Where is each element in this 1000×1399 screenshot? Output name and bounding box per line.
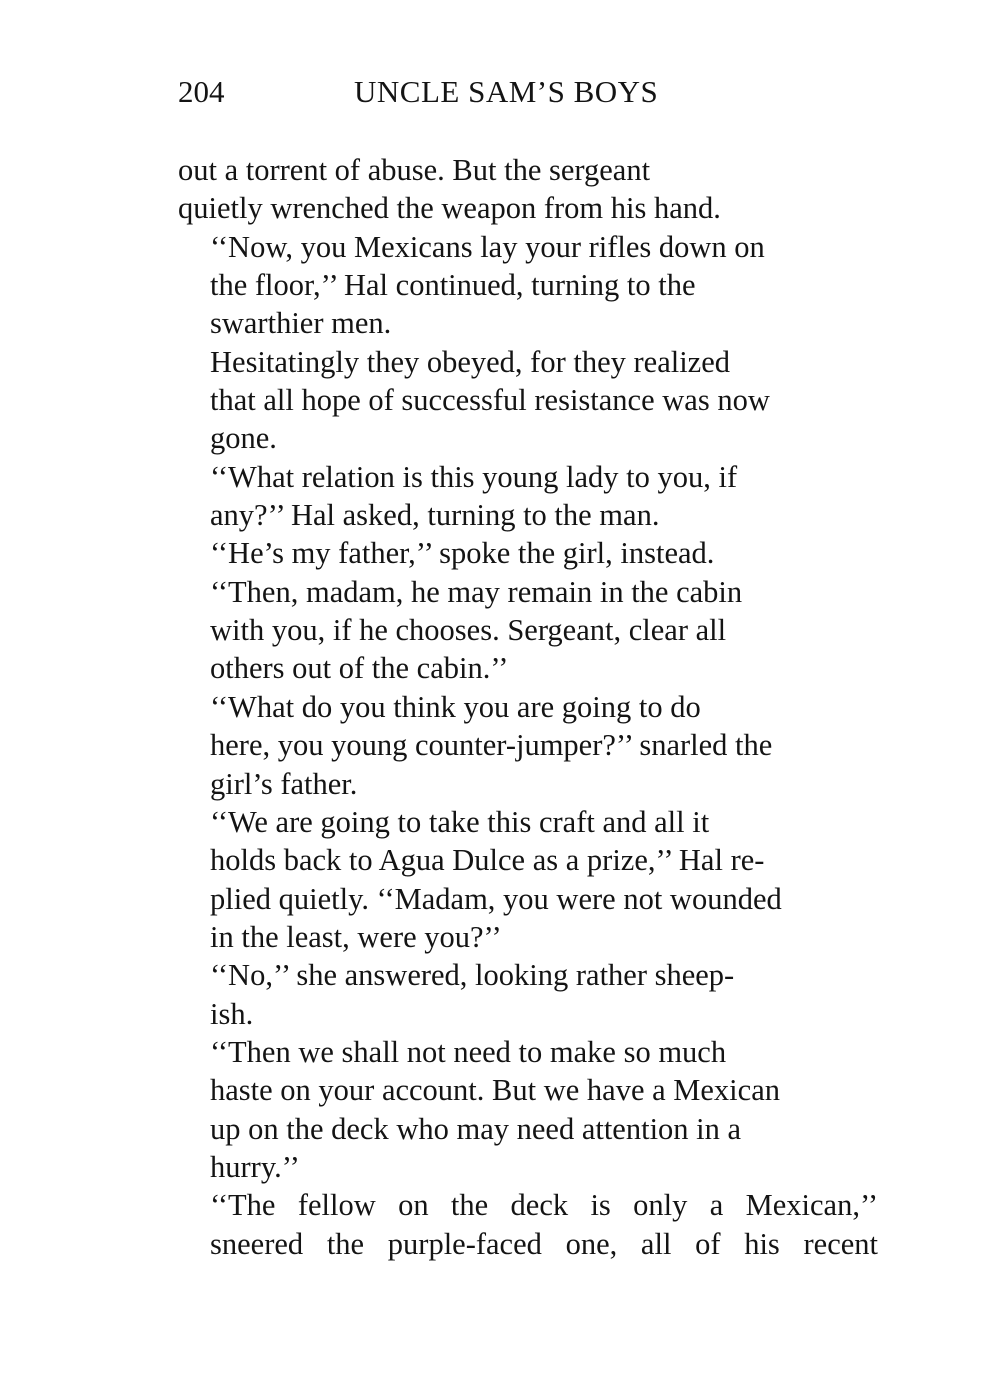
text-line: any?’’ Hal asked, turning to the man. (210, 498, 660, 533)
running-header (178, 70, 878, 114)
text-line: ‘‘Now, you Mexicans lay your rifles down on (210, 229, 765, 264)
text-line: out a torrent of abuse. But the sergeant (178, 153, 651, 187)
text-line: in the least, were you?’’ (210, 919, 502, 954)
paragraph (178, 1033, 878, 1186)
paragraph (178, 534, 878, 572)
text-line: Hesitatingly they obeyed, for they realized (210, 344, 731, 379)
text-line: ‘‘No,’’ she answered, looking rather sheep- (210, 958, 735, 993)
text-line: ‘‘What do you think you are going to do (210, 689, 701, 724)
text-line: ‘‘What relation is this young lady to you, if (210, 459, 738, 494)
running-title: UNCLE SAM’S BOYS (354, 74, 659, 109)
paragraph (178, 956, 878, 1033)
text-line: girl’s father. (210, 766, 358, 801)
text-line: ‘‘The fellow on the deck is only a Mexican,’’ (210, 1188, 878, 1223)
paragraph (178, 343, 878, 458)
paragraph (178, 228, 878, 343)
text-line: ish. (210, 996, 254, 1031)
text-line: plied quietly. ‘‘Madam, you were not wounded (210, 881, 782, 916)
paragraph (178, 573, 878, 688)
paragraph (178, 458, 878, 535)
text-line: quietly wrenched the weapon from his hand. (178, 191, 721, 226)
paragraph (178, 688, 878, 803)
text-line: ‘‘Then, madam, he may remain in the cabin (210, 574, 743, 609)
text-line: ‘‘We are going to take this craft and all it (210, 804, 710, 839)
text-line: gone. (210, 421, 277, 456)
text-line: haste on your account. But we have a Mexican (210, 1073, 780, 1108)
text-line: others out of the cabin.’’ (210, 651, 509, 686)
text-line: sneered the purple-faced one, all of his recent (210, 1226, 878, 1261)
paragraph (178, 151, 878, 228)
text-line: holds back to Agua Dulce as a prize,’’ Hal re- (210, 843, 765, 878)
text-line: the floor,’’ Hal continued, turning to the (210, 268, 696, 303)
body-text (178, 151, 878, 1263)
text-line: ‘‘Then we shall not need to make so much (210, 1034, 727, 1069)
text-line: up on the deck who may need attention in a (210, 1111, 742, 1146)
text-line: swarthier men. (210, 306, 392, 341)
text-line: with you, if he chooses. Sergeant, clear all (210, 613, 727, 648)
paragraph (178, 803, 878, 956)
text-line: here, you young counter-jumper?’’ snarled the (210, 728, 773, 763)
paragraph (178, 1186, 878, 1263)
text-line: ‘‘He’s my father,’’ spoke the girl, instead. (210, 536, 715, 571)
text-line: that all hope of successful resistance was now (210, 383, 770, 418)
page-number: 204 (178, 74, 225, 109)
text-line: hurry.’’ (210, 1149, 300, 1184)
